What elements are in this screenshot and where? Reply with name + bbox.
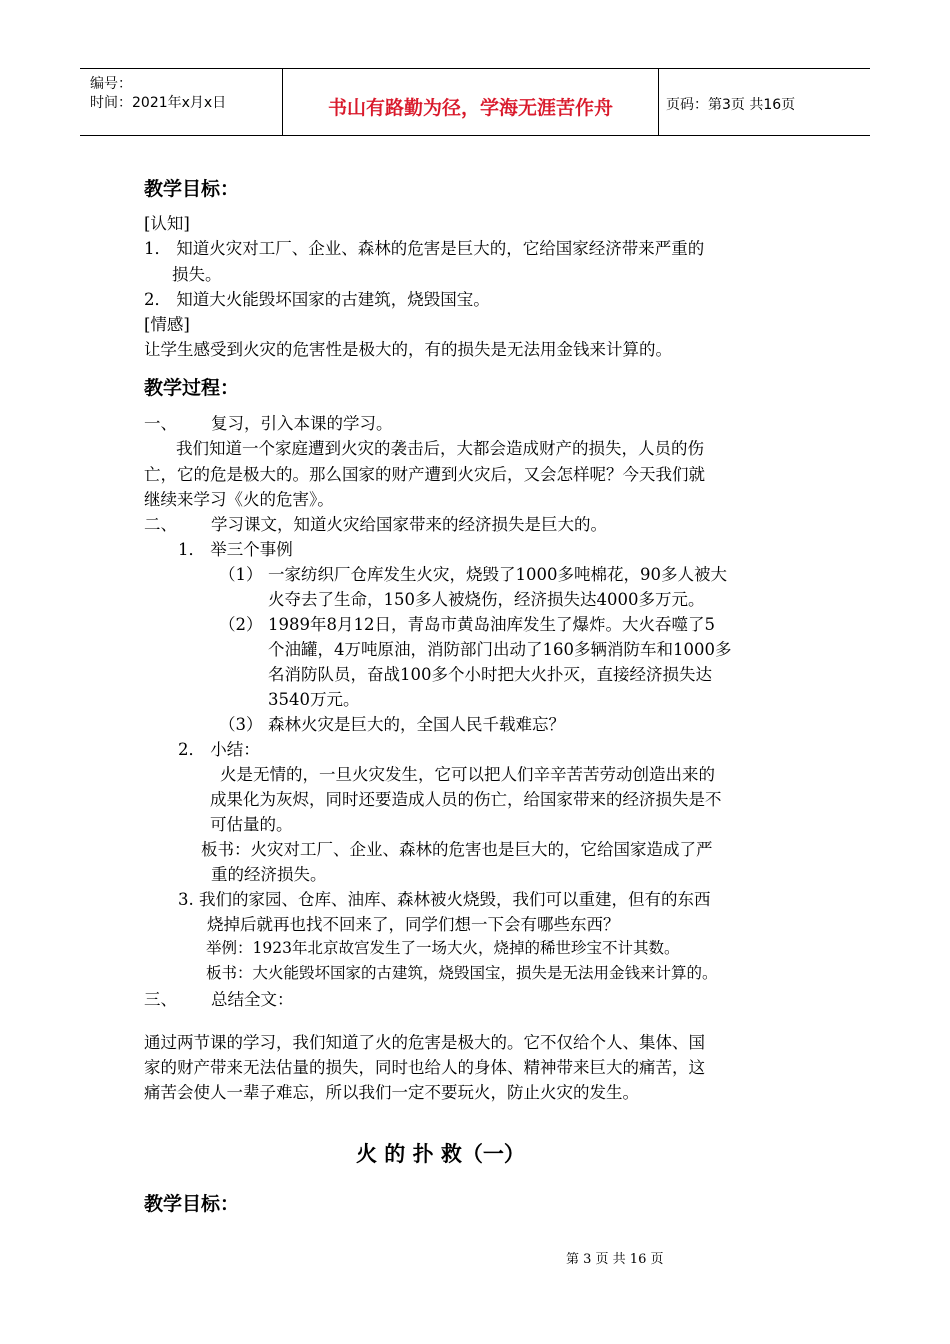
step-3-title: 总结全文：	[211, 990, 294, 1009]
example-3-text: 森林火灾是巨大的，全国人民千载难忘？	[268, 715, 565, 734]
objective-item-1: 1． 知道火灾对工厂、企业、森林的危害是巨大的，它给国家经济带来严重的	[144, 239, 705, 258]
header-motto: 书山有路勤为径，学海无涯苦作舟	[327, 97, 613, 119]
emotion-tag: [情感]	[144, 315, 190, 334]
substep-3-cont: 烧掉后就再也找不回来了，同学们想一下会有哪些东西？	[207, 915, 620, 934]
example-2-number: （2）	[219, 615, 263, 634]
substep-2: 2． 小结：	[178, 740, 260, 759]
objective-item-1-cont: 损失。	[172, 265, 222, 284]
page-footer: 第 3 页 共 16 页	[566, 1252, 664, 1267]
example-2-text: 个油罐，4万吨原油，消防部门出动了160多辆消防车和1000多	[268, 640, 732, 659]
substep-3: 3. 我们的家园、仓库、油库、森林被火烧毁，我们可以重建，但有的东西	[178, 890, 711, 909]
substep-1: 1． 举三个事例	[178, 540, 293, 559]
summary-text: 成果化为灰烬，同时还要造成人员的伤亡，给国家带来的经济损失是不	[210, 790, 722, 809]
example-1-text: 火夺去了生命，150多人被烧伤，经济损失达4000多万元。	[268, 590, 705, 609]
header-divider	[658, 69, 659, 135]
header-page-number: 页码：第3页 共16页	[666, 97, 796, 113]
document-header	[80, 68, 870, 136]
summary-text: 可估量的。	[210, 815, 293, 834]
step-1-title: 复习，引入本课的学习。	[211, 414, 393, 433]
step-3-number: 三、	[144, 990, 177, 1009]
section-heading-objectives-2: 教学目标：	[144, 1193, 240, 1215]
example-2-text: 1989年8月12日，青岛市黄岛油库发生了爆炸。大火吞噬了5	[268, 615, 715, 634]
conclusion-paragraph: 家的财产带来无法估量的损失，同时也给人的身体、精神带来巨大的痛苦，这	[144, 1058, 705, 1077]
lesson-title: 火 的 扑 救（一）	[356, 1142, 525, 1166]
emotion-text: 让学生感受到火灾的危害性是极大的，有的损失是无法用金钱来计算的。	[144, 340, 672, 359]
example-2-text: 名消防队员，奋战100多个小时把大火扑灭，直接经济损失达	[268, 665, 712, 684]
step-2-title: 学习课文，知道火灾给国家带来的经济损失是巨大的。	[211, 515, 607, 534]
summary-text: 火是无情的，一旦火灾发生，它可以把人们辛辛苦苦劳动创造出来的	[220, 765, 715, 784]
step-1-paragraph: 继续来学习《火的危害》。	[144, 490, 334, 509]
conclusion-paragraph: 通过两节课的学习，我们知道了火的危害是极大的。它不仅给个人、集体、国	[144, 1033, 705, 1052]
objective-item-2: 2． 知道大火能毁坏国家的古建筑，烧毁国宝。	[144, 290, 490, 309]
board-note-1: 板书：火灾对工厂、企业、森林的危害也是巨大的，它给国家造成了严	[201, 840, 713, 859]
historical-example: 举例：1923年北京故宫发生了一场大火，烧掉的稀世珍宝不计其数。	[206, 939, 680, 957]
step-1-paragraph: 我们知道一个家庭遭到火灾的袭击后，大都会造成财产的损失，人员的伤	[176, 439, 704, 458]
example-1-text: 一家纺织厂仓库发生火灾，烧毁了1000多吨棉花，90多人被大	[268, 565, 727, 584]
cognition-tag: [认知]	[144, 214, 190, 233]
example-2-text: 3540万元。	[268, 690, 360, 709]
step-1-paragraph: 亡，它的危是极大的。那么国家的财产遭到火灾后，又会怎样呢？今天我们就	[144, 465, 705, 484]
conclusion-paragraph: 痛苦会使人一辈子难忘，所以我们一定不要玩火，防止火灾的发生。	[144, 1083, 639, 1102]
step-2-number: 二、	[144, 515, 177, 534]
serial-label: 编号：	[90, 76, 132, 92]
example-3-number: （3）	[219, 715, 263, 734]
section-heading-objectives: 教学目标：	[144, 178, 240, 200]
board-note-2: 板书：大火能毁坏国家的古建筑，烧毁国宝，损失是无法用金钱来计算的。	[206, 964, 718, 982]
example-1-number: （1）	[219, 565, 263, 584]
section-heading-process: 教学过程：	[144, 377, 240, 399]
board-note-1-cont: 重的经济损失。	[211, 865, 327, 884]
step-1-number: 一、	[144, 414, 177, 433]
date-label: 时间：2021年x月x日	[90, 95, 227, 111]
